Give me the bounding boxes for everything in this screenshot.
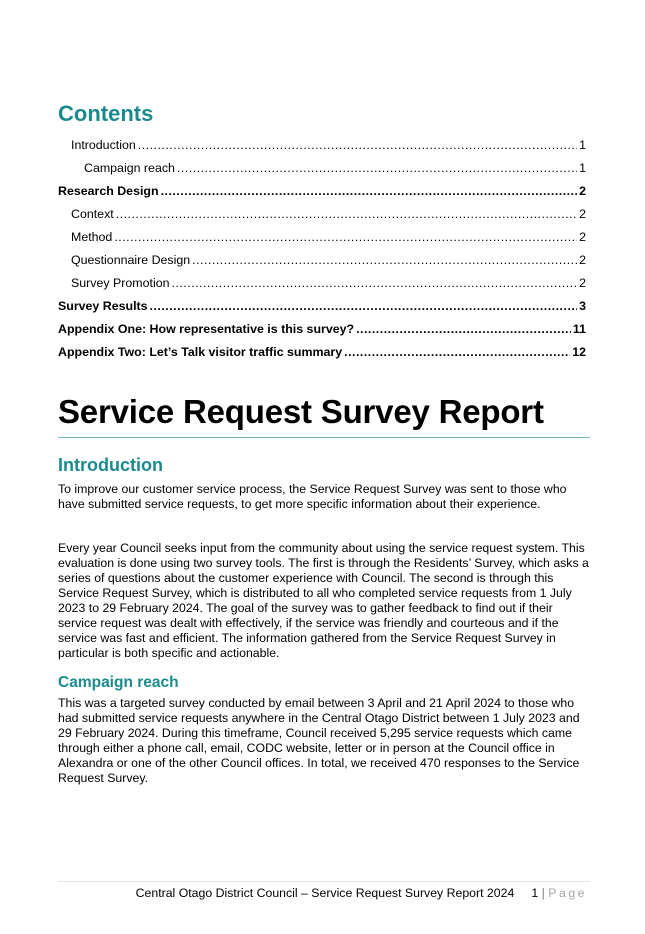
toc-entry[interactable] (58, 222, 586, 245)
footer-divider (58, 881, 590, 882)
toc-leader-dots (116, 207, 577, 222)
toc-leader-dots (356, 322, 571, 337)
toc-entry-page: 2 (579, 253, 586, 267)
toc-entry-label: Context (71, 207, 114, 221)
toc-leader-dots (171, 276, 577, 291)
footer-separator: | (541, 886, 545, 900)
toc-entry[interactable] (58, 199, 586, 222)
toc-entry[interactable] (58, 130, 586, 153)
toc-entry-page: 12 (572, 345, 586, 359)
toc-entry-page: 2 (579, 184, 586, 198)
toc-leader-dots (114, 230, 577, 245)
toc-entry-label: Introduction (71, 138, 136, 152)
toc-leader-dots (161, 184, 578, 199)
footer-page-word: Page (548, 886, 587, 900)
toc-leader-dots (138, 138, 577, 153)
toc-entry-page: 11 (572, 322, 586, 336)
toc-entry-page: 1 (579, 161, 586, 175)
introduction-paragraph-2: Every year Council seeks input from the community about using the service request system. This evaluation is done using two survey tools. The first is through the Residents’ Survey, which asks a series of questions about the customer experience with Council. The second is through this Service Request Survey, which is distributed to all who completed service requests from 1 July 2023 to 29 February 2024. The goal of the survey was to gather feedback to find out if their service request was dealt with effectively, if the service was friendly and courteous and if the service was fast and efficient. The information gathered from the Service Request Survey in particular is both specific and actionable. (58, 541, 589, 660)
toc-entry-label: Method (71, 230, 113, 244)
title-divider (58, 437, 590, 438)
toc-leader-dots (192, 253, 577, 268)
contents-heading: Contents (58, 101, 154, 126)
toc-entry-label: Campaign reach (84, 161, 175, 175)
toc-entry-label: Survey Promotion (71, 276, 170, 290)
toc-entry[interactable] (58, 268, 586, 291)
toc-entry[interactable] (58, 314, 586, 337)
page-footer (136, 886, 587, 901)
toc-entry[interactable] (58, 245, 586, 268)
toc-entry[interactable] (58, 337, 586, 360)
toc-entry-label: Survey Results (58, 299, 148, 313)
toc-entry-page: 2 (579, 276, 586, 290)
table-of-contents (58, 130, 586, 360)
introduction-paragraph-1: To improve our customer service process, the Service Request Survey was sent to those who have submitted service requests, to get more specific information about their experience. (58, 482, 567, 511)
toc-entry-label: Appendix One: How representative is this survey? (58, 322, 355, 336)
toc-entry-page: 2 (579, 230, 586, 244)
introduction-heading: Introduction (58, 455, 163, 475)
toc-leader-dots (177, 161, 577, 176)
toc-leader-dots (344, 345, 570, 360)
toc-entry[interactable] (58, 176, 586, 199)
toc-entry[interactable] (58, 153, 586, 176)
toc-entry-label: Appendix Two: Let’s Talk visitor traffic summary (58, 345, 343, 359)
toc-leader-dots (150, 299, 578, 314)
toc-entry-page: 3 (579, 299, 586, 313)
footer-text: Central Otago District Council – Service Request Survey Report 2024 (135, 886, 515, 900)
campaign-reach-heading: Campaign reach (58, 674, 179, 691)
toc-entry[interactable] (58, 291, 586, 314)
footer-page-number: 1 (531, 886, 539, 900)
toc-entry-label: Research Design (58, 184, 159, 198)
toc-entry-page: 1 (579, 138, 586, 152)
toc-entry-label: Questionnaire Design (71, 253, 191, 267)
campaign-reach-paragraph: This was a targeted survey conducted by email between 3 April and 21 April 2024 to those who had submitted service requests anywhere in the Central Otago District between 1 July 2023 and 29 February 2024. During this timeframe, Council received 5,295 service requests which came through either a phone call, email, CODC website, letter or in person at the Council office in Alexandra or one of the other Council offices. In total, we received 470 responses to the Service Request Survey. (58, 696, 580, 785)
report-title: Service Request Survey Report (58, 393, 544, 430)
toc-entry-page: 2 (579, 207, 586, 221)
